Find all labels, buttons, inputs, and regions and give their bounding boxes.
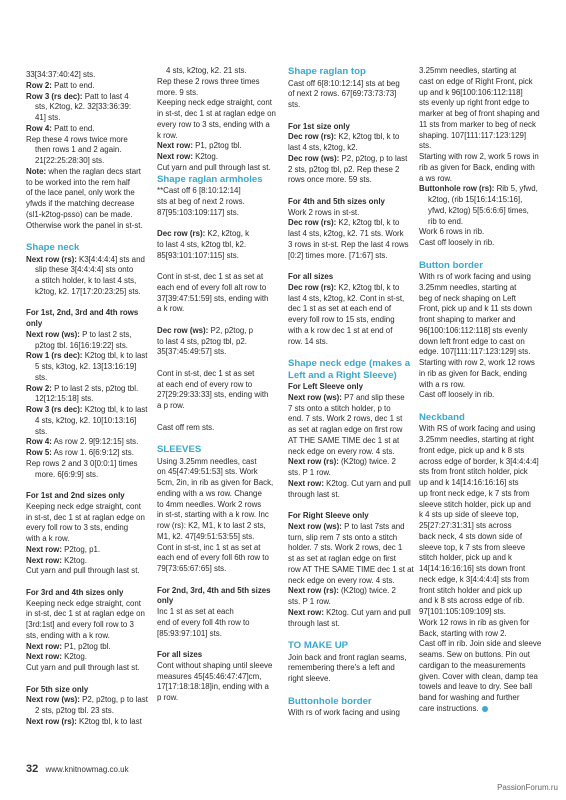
text-line: K2, k2tog tbl, k to: [336, 132, 400, 142]
column-1: [26, 70, 152, 728]
text-line: P2, p2tog, p to last: [339, 153, 408, 163]
instruction-label: Next row:: [26, 641, 62, 651]
section-heading-neckband: Neckband: [419, 411, 465, 423]
text-line: Cut yarn and pull through last st.: [26, 566, 140, 576]
text-line: sleeve top, k 7 sts from sleeve: [419, 542, 526, 552]
text-line: of next 2 rows. 67[69:73:73:73]: [288, 89, 397, 99]
text-line: with a rs row.: [419, 379, 466, 389]
text-line: front stitch holder and pick up: [419, 585, 523, 595]
text-line: As row 2. 9[9:12:15] sts.: [51, 437, 139, 447]
text-line: rows once more. 59 sts.: [288, 175, 372, 185]
section-heading-shape-raglan-armholes: Shape raglan armholes: [157, 173, 263, 185]
instruction-label: Dec row (rs):: [288, 132, 337, 142]
text-line: P1, p2tog tbl.: [192, 141, 242, 151]
text-line: last 4 sts, k2tog, k2. Cont in st-st,: [288, 293, 405, 303]
text-line: cardigan to the measurements: [419, 660, 526, 670]
text-line: each end of every foll alt row to: [157, 282, 267, 292]
text-line: sts, ending with a k row.: [26, 630, 110, 640]
text-line: Work 12 rows in rib as given for: [419, 617, 530, 627]
text-line: sts.: [35, 426, 48, 436]
text-line: 37[39:47:51:59] sts, ending with: [157, 293, 269, 303]
instruction-label: Next row (ws):: [288, 521, 342, 531]
text-line: cast on edge of Right Front, pick: [419, 76, 533, 86]
text-line: Cast off 6[8:10:12:14] sts at beg: [288, 78, 400, 88]
watermark: PassionForum.ru: [497, 783, 558, 792]
text-line: last 4 sts, k2tog, k2.: [288, 143, 358, 152]
text-line: rib as given for Back, ending with: [419, 162, 535, 172]
text-line: 5cm, 2in, in rib as given for Back,: [157, 478, 274, 487]
text-line: 35[37:45:49:57] sts.: [157, 347, 227, 357]
text-line: (sl1-k2tog-psso) can be made.: [26, 209, 133, 219]
text-line: 2 sts, p2tog tbl, p2. Rep these 2: [288, 164, 400, 174]
instruction-label: Row 3 (rs dec):: [26, 405, 83, 414]
section-heading-buttonhole-border: Buttonhole border: [288, 695, 372, 707]
text-line: a ws row.: [419, 173, 452, 183]
text-line: k2tog, (rib 15[16:14:15:16],: [428, 195, 523, 204]
text-line: K2tog. Cut yarn and pull: [323, 478, 411, 488]
text-line: p2tog tbl. 16[16:19:22] sts.: [35, 340, 129, 350]
text-line: P2, p2tog, p to last: [79, 695, 148, 705]
text-line: Rib 5, yfwd,: [494, 184, 538, 194]
text-line: (K2tog) twice. 2: [338, 457, 396, 467]
text-line: [0:2] times more. [71:67] sts.: [288, 250, 388, 260]
text-line: Back, starting with row 2.: [419, 628, 507, 638]
text-line: in rib as given for Back, ending: [419, 368, 527, 378]
instruction-label: Row 2:: [26, 383, 52, 393]
text-line: sleeve stitch holder, pick up and: [419, 499, 531, 509]
text-line: Starting with row 2, work 5 rows in: [419, 152, 539, 161]
text-line: Cut yarn and pull through last st.: [157, 162, 271, 172]
text-line: then rows 1 and 2 again.: [35, 145, 122, 155]
text-line: up and k 96[100:106:112:118]: [419, 87, 523, 97]
text-line: With RS of work facing and using: [419, 424, 536, 434]
text-line: more. 6[6:9:9] sts.: [35, 469, 99, 479]
text-line: edge. 107[111:117:123:129] sts.: [419, 347, 531, 357]
size-subheading: For 1st size only: [288, 121, 350, 131]
size-subheading: For 1st and 2nd sizes only: [26, 491, 125, 500]
size-subheading: For 2nd, 3rd, 4th and 5th sizes: [157, 585, 271, 595]
text-line: sts. P 1 row.: [288, 468, 331, 477]
text-line: stitch holder, pick up and k: [419, 553, 512, 563]
text-line: sts, K2tog, k2. 32[33:36:39:: [35, 102, 132, 112]
text-line: ending with a ws row. Change: [157, 488, 262, 498]
instruction-label: Row 5:: [26, 448, 52, 457]
text-line: dec 1 st as set at each end of: [288, 304, 392, 314]
text-line: Using 3.25mm needles, cast: [157, 456, 257, 466]
text-line: sts.: [419, 141, 432, 151]
end-of-pattern-dot-icon: [482, 706, 488, 712]
text-line: in st-st, dec 1 st at raglan edge on: [26, 512, 145, 522]
text-line: band for washing and further: [419, 693, 520, 702]
section-heading-shape-neck-edge: Shape neck edge (makes a Left and a Right Sleeve): [288, 358, 411, 381]
instruction-label: Row 3 (rs dec):: [26, 91, 83, 101]
text-line: when the raglan decs start: [46, 166, 141, 176]
text-line: to 4mm needles. Work 2 rows: [157, 499, 262, 509]
text-line: 7 sts onto a stitch holder, p to: [288, 403, 391, 413]
text-line: P1, p2tog tbl.: [61, 641, 111, 651]
page-footer: [26, 763, 129, 775]
text-line: slip these 3[4:4:4:4] sts onto: [35, 265, 134, 275]
text-line: P7 and slip these: [341, 392, 405, 402]
text-line: 12[12:15:18] sts.: [35, 394, 94, 404]
text-line: 3.25mm needles, starting at: [419, 282, 517, 292]
text-line: row (rs): K2, M1, k to last 2 sts,: [157, 521, 266, 530]
instruction-label: Next row:: [26, 555, 62, 565]
text-line: marker at beg of front shaping and: [419, 109, 540, 118]
instruction-label: Row 4:: [26, 123, 52, 133]
text-line: right sleeve.: [288, 674, 331, 683]
text-line: a p row.: [157, 401, 185, 410]
text-line: With rs of work facing and using: [288, 708, 400, 717]
text-line: every foll row to 3 sts, ending: [26, 523, 129, 533]
instruction-label: Next row:: [26, 652, 62, 662]
text-line: 33[34:37:40:42] sts.: [26, 70, 96, 79]
size-subheading: For all sizes: [288, 272, 334, 281]
text-line: P to last 2 sts, p2tog tbl.: [51, 383, 139, 393]
text-line: Cast off loosely in rib.: [419, 390, 495, 400]
text-line: turn, slip rem 7 sts onto a stitch: [288, 532, 398, 542]
text-line: Inc 1 st as set at each: [157, 607, 234, 616]
text-line: K2tog.: [192, 152, 218, 161]
note-label: Note:: [26, 166, 47, 176]
text-line: sts. P 1 row.: [288, 597, 331, 606]
instruction-label: Next row:: [288, 607, 324, 617]
size-subheading: only: [157, 596, 174, 606]
text-line: With rs of work facing and using: [419, 272, 531, 281]
text-line: K2tog. Cut yarn and pull: [323, 607, 411, 617]
text-line: **Cast off 6 [8:10:12:14]: [157, 186, 241, 195]
text-line: Patt to end.: [51, 80, 95, 90]
text-line: to last 4 sts, k2tog tbl, k2.: [157, 239, 247, 249]
text-line: Cont without shaping until sleeve: [157, 660, 273, 670]
text-line: through last st.: [288, 489, 340, 499]
text-line: P to last 2 sts,: [79, 329, 132, 339]
text-line: Keeping neck edge straight, cont: [26, 598, 141, 608]
instruction-label: Dec row (rs):: [288, 282, 337, 292]
text-line: K2, k2tog tbl, k to: [336, 282, 400, 292]
instruction-label: Next row (rs):: [26, 716, 77, 726]
text-line: yfwds if the matching decrease: [26, 199, 135, 208]
column-3: [288, 66, 414, 719]
text-line: more. 9 sts.: [157, 87, 199, 97]
text-line: 21[22:25:28:30] sts.: [35, 156, 105, 165]
text-line: 3.25mm needles, starting at: [419, 66, 517, 75]
text-line: shaping. 107[111:117:123:129]: [419, 130, 527, 140]
text-line: with a k row dec 1 st at end of: [288, 325, 393, 335]
text-line: Rep rows 2 and 3 0[0:0:1] times: [26, 458, 138, 468]
text-line: 17[17:18:18:18]in, ending with a: [157, 682, 269, 692]
text-line: neck edge on every row. 4 sts.: [288, 446, 395, 456]
text-line: in st-st, dec 1 st at raglan edge on: [26, 609, 145, 619]
instruction-label: Buttonhole row (rs):: [419, 184, 495, 194]
text-line: [3rd:1st] and every foll row to 3: [26, 620, 134, 629]
text-line: 3 rows in st-st. Rep the last 4 rows: [288, 239, 409, 249]
size-subheading: For all sizes: [157, 650, 203, 659]
instruction-label: Dec row (ws):: [157, 325, 209, 335]
text-line: (K2tog) twice. 2: [338, 586, 396, 596]
page-number: 32: [26, 763, 39, 775]
text-line: yfwd, k2tog) 5[5:6:6:6] times,: [428, 205, 529, 215]
text-line: a k row.: [157, 304, 185, 314]
text-line: Cont in st-st, dec 1 st as set at: [157, 272, 264, 281]
text-line: Cast off rem sts.: [157, 422, 215, 432]
instruction-label: Next row (ws):: [288, 392, 342, 402]
text-line: with a k row.: [26, 534, 70, 543]
text-line: on 45[47:49:51:53] sts. Work: [157, 467, 258, 477]
text-line: sts from front stitch holder, pick: [419, 467, 528, 477]
instruction-label: Next row (ws):: [26, 695, 80, 705]
text-line: in st-st, dec 1 st at raglan edge on: [157, 109, 276, 118]
text-line: K2tog.: [61, 652, 87, 662]
text-line: each end of every foll 6th row to: [157, 553, 269, 563]
text-line: Cast off loosely in rib.: [419, 238, 495, 247]
text-line: M1, k2. 47[49:51:53:55] sts.: [157, 531, 255, 541]
size-subheading: For Right Sleeve only: [288, 511, 369, 520]
text-line: P2, p2tog, p: [208, 325, 254, 335]
text-line: K2tog tbl, k to last: [82, 405, 148, 414]
text-line: towels and leave to dry. See ball: [419, 682, 533, 692]
text-line: front shaping to marker and: [419, 315, 516, 324]
instruction-label: Next row:: [26, 544, 62, 554]
text-line: K2tog.: [61, 555, 87, 565]
text-line: p row.: [157, 693, 179, 702]
text-line: rib to end.: [428, 216, 464, 226]
text-line: through last st.: [288, 618, 340, 628]
size-subheading: For 1st, 2nd, 3rd and 4th rows only: [26, 308, 139, 328]
instruction-label: Next row (rs):: [288, 586, 339, 596]
instruction-label: Next row (rs):: [26, 254, 77, 264]
text-line: sts.: [35, 372, 48, 382]
text-line: Cut yarn and pull through last st.: [26, 663, 140, 672]
text-line: Patt to last 4: [82, 91, 129, 101]
text-line: at each end of every row to: [157, 379, 253, 389]
text-line: Join back and front raglan seams,: [288, 652, 407, 662]
text-line: AT THE SAME TIME dec 1 st at: [288, 435, 400, 445]
text-line: up front neck edge, k 7 sts from: [419, 488, 530, 498]
text-line: As row 1. 6[6:9:12] sts.: [51, 448, 134, 457]
instruction-label: Row 2:: [26, 80, 52, 90]
text-line: Keeping neck edge straight, cont: [26, 501, 141, 511]
text-line: 27[29:29:33:33] sts, ending with: [157, 390, 269, 400]
text-line: K2tog tbl, k to last: [82, 351, 148, 361]
section-heading-sleeves: SLEEVES: [157, 444, 202, 455]
text-line: Cont in st-st, dec 1 st as set: [157, 368, 255, 378]
instruction-label: Row 4:: [26, 437, 52, 447]
text-line: in st-st, starting with a k row. Inc: [157, 510, 269, 520]
text-line: to be worked into the rem half: [26, 177, 130, 187]
instruction-label: Dec row (rs):: [288, 218, 337, 228]
text-line: across edge of border, k 3[4:4:4:4]: [419, 456, 539, 466]
size-subheading: For 3rd and 4th sizes only: [26, 587, 124, 597]
text-line: K2, k2tog tbl, k to: [336, 218, 400, 228]
text-line: and k 8 sts across edge of rib.: [419, 596, 525, 606]
text-line: beg of neck shaping on Left: [419, 293, 516, 303]
text-line: neck edge, k 3[4:4:4:4] sts from: [419, 574, 530, 584]
text-line: 87[95:103:109:117] sts.: [157, 207, 239, 217]
text-line: every row to 3 sts, ending with a: [157, 119, 270, 129]
column-4: [419, 66, 545, 715]
text-line: back neck, 4 sts down side of: [419, 531, 523, 541]
text-line: Cont in st-st, inc 1 st as set at: [157, 542, 261, 552]
instruction-label: Row 1 (rs dec):: [26, 351, 83, 361]
text-line: end. 7 sts. Work 2 rows, dec 1 st: [288, 414, 403, 424]
text-line: 14[14:16:16:16] sts down front: [419, 564, 526, 573]
section-heading-to-make-up: TO MAKE UP: [288, 640, 349, 651]
section-heading-shape-neck: Shape neck: [26, 242, 80, 253]
text-line: Keeping neck edge straight, cont: [157, 98, 272, 108]
text-line: as set at raglan edge on first row: [288, 425, 403, 434]
instruction-label: Next row (rs):: [288, 457, 339, 467]
text-line: last 4 sts, k2tog, k2. 71 sts. Work: [288, 229, 404, 238]
text-line: sts.: [288, 100, 301, 109]
text-line: 96[100:106:112:118] sts evenly: [419, 325, 528, 335]
text-line: P to last 7sts and: [341, 521, 405, 531]
text-line: measures 45[45:46:47:47]cm,: [157, 671, 262, 681]
text-line: given. Cover with clean, damp tea: [419, 671, 538, 681]
text-line: k 4 sts up side of sleeve top,: [419, 510, 519, 520]
instruction-label: Next row:: [157, 141, 193, 151]
text-line: K3[4:4:4:4] sts and: [76, 254, 145, 264]
instruction-label: Next row:: [157, 152, 193, 161]
text-line: Rep these 4 rows twice more: [26, 134, 128, 144]
text-line: 11 sts from marker to beg of neck: [419, 119, 536, 129]
text-line: 5 sts, k3tog, k2. 13[13:16:19]: [35, 362, 137, 371]
text-line: front edge, pick up and k 8 sts: [419, 445, 525, 455]
text-line: 41] sts.: [35, 113, 61, 122]
text-line: K2tog tbl, k to last: [76, 716, 142, 726]
text-line: sts at beg of next 2 rows.: [157, 196, 245, 206]
text-line: up and k 14[14:16:16:16] sts: [419, 478, 519, 487]
text-line: Otherwise work the panel in st-st.: [26, 220, 143, 230]
text-line: holder. 7 sts. Work 2 rows, dec 1: [288, 543, 403, 553]
instruction-label: Dec row (ws):: [288, 153, 340, 163]
text-line: Cast off in rib. Join side and sleeve: [419, 639, 542, 649]
text-line: a stitch holder, k to last 4 sts,: [35, 276, 137, 285]
text-line: 97[101:105:109:109] sts.: [419, 607, 506, 616]
text-line: Work 2 rows in st-st.: [288, 207, 360, 217]
text-line: to last 4 sts, p2tog tbl, p2.: [157, 336, 247, 346]
website-link[interactable]: www.knitnowmag.co.uk: [45, 765, 129, 774]
text-line: care instructions.: [419, 703, 479, 713]
text-line: 4 sts, k2tog, k2. 21 sts.: [166, 66, 247, 75]
text-line: row AT THE SAME TIME dec 1 st at: [288, 564, 414, 574]
text-line: k2tog, k2. 17[17:20:23:25] sts.: [35, 286, 141, 296]
text-line: k row.: [157, 130, 178, 140]
size-subheading: For Left Sleeve only: [288, 382, 363, 391]
column-2: [157, 66, 283, 704]
text-line: 3.25mm needles, starting at right: [419, 435, 534, 444]
text-line: row. 14 sts.: [288, 336, 328, 346]
text-line: Patt to end.: [51, 123, 95, 133]
text-line: down left front edge to cast on: [419, 336, 525, 346]
text-line: Rep these 2 rows three times: [157, 76, 260, 86]
text-line: 85[93:101:107:115] sts.: [157, 250, 239, 260]
text-line: 25[27:27:31:31] sts across: [419, 521, 512, 530]
text-line: [85:93:97:101] sts.: [157, 628, 222, 638]
text-line: st as set at raglan edge on first: [288, 554, 396, 563]
instruction-label: Dec row (rs):: [157, 229, 206, 238]
text-line: neck edge on every row. 4 sts.: [288, 575, 395, 585]
section-heading-button-border: Button border: [419, 259, 483, 271]
size-subheading: For 4th and 5th sizes only: [288, 196, 385, 206]
text-line: remembering there's a left and: [288, 663, 395, 673]
instruction-label: Next row (ws):: [26, 329, 80, 339]
text-line: 2 sts, p2tog tbl. 23 sts.: [35, 706, 114, 715]
text-line: 79[73:65:67:65] sts.: [157, 564, 227, 573]
size-subheading: For 5th size only: [26, 684, 89, 694]
text-line: Front, pick up and k 11 sts down: [419, 304, 533, 314]
text-line: P2tog, p1.: [61, 544, 101, 554]
section-heading-shape-raglan-top: Shape raglan top: [288, 66, 366, 77]
text-line: of the lace panel, only work the: [26, 188, 135, 198]
text-line: Work 6 rows in rib.: [419, 227, 485, 237]
text-line: sts evenly up right front edge to: [419, 98, 530, 108]
instruction-label: Next row:: [288, 478, 324, 488]
text-line: K2, k2tog, k: [205, 229, 250, 238]
text-line: 4 sts, k2tog, k2. 10[10:13:16]: [35, 415, 137, 425]
text-line: seams. Sew on buttons. Pin out: [419, 650, 530, 659]
text-line: every foll row to 15 sts, ending: [288, 315, 395, 324]
text-line: end of every foll 4th row to: [157, 617, 250, 627]
text-line: Starting with row 2, work 12 rows: [419, 358, 535, 367]
